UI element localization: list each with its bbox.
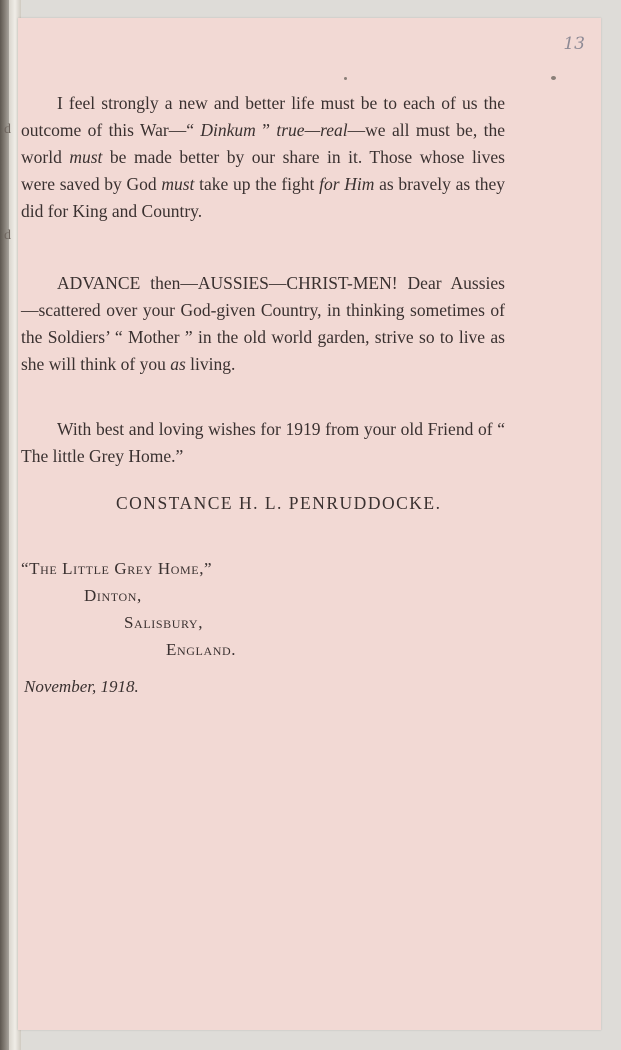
italic-run: Dinkum <box>200 120 256 140</box>
italic-run: must <box>69 147 103 167</box>
address-line-4: England. <box>166 640 237 659</box>
italic-run: true—real <box>276 120 348 140</box>
address-line-1: “The Little Grey Home,” <box>21 559 213 578</box>
text-run: as bravely as they did for King and Country. <box>21 174 506 221</box>
paragraph-2 <box>21 270 505 378</box>
paragraph-1 <box>21 90 505 225</box>
italic-run: for Him <box>319 174 375 194</box>
text-run: living. <box>185 354 236 374</box>
letter-page <box>4 18 601 1030</box>
signature: CONSTANCE H. L. PENRUDDOCKE. <box>116 493 442 513</box>
paragraph-3 <box>21 416 505 470</box>
text-run: be made better by our share in it. Those whose lives were saved by God <box>21 147 505 194</box>
text-run: take up the fight <box>194 174 320 194</box>
italic-run: as <box>170 354 186 374</box>
address-line-3: Salisbury, <box>124 613 204 632</box>
book-binding-edge <box>0 0 9 1050</box>
italic-run: must <box>161 174 195 194</box>
text-run: With best and loving wishes for 1919 from your old Friend of “ The little Grey Home.” <box>21 419 505 466</box>
text-run: ” <box>255 120 277 140</box>
paper-speck <box>344 77 347 80</box>
text-run: I feel strongly a new and better life must be to each of us the outcome of this War—“ <box>21 93 505 140</box>
text-run: —we all must be, the world <box>21 120 505 167</box>
text-run: ADVANCE then—AUSSIES—CHRIST-MEN! Dear Aussies—scattered over your God-given Country, in thinking sometimes of the Soldiers’ “ Mother ” in the old world garden, strive so to live as she will think of you <box>21 273 505 374</box>
margin-fragment: d <box>4 122 11 137</box>
address-line-2: Dinton, <box>84 586 142 605</box>
paper-speck <box>551 76 556 80</box>
page-number: 13 <box>563 34 585 54</box>
letter-date: November, 1918. <box>24 677 139 696</box>
margin-fragment: d <box>4 228 11 243</box>
